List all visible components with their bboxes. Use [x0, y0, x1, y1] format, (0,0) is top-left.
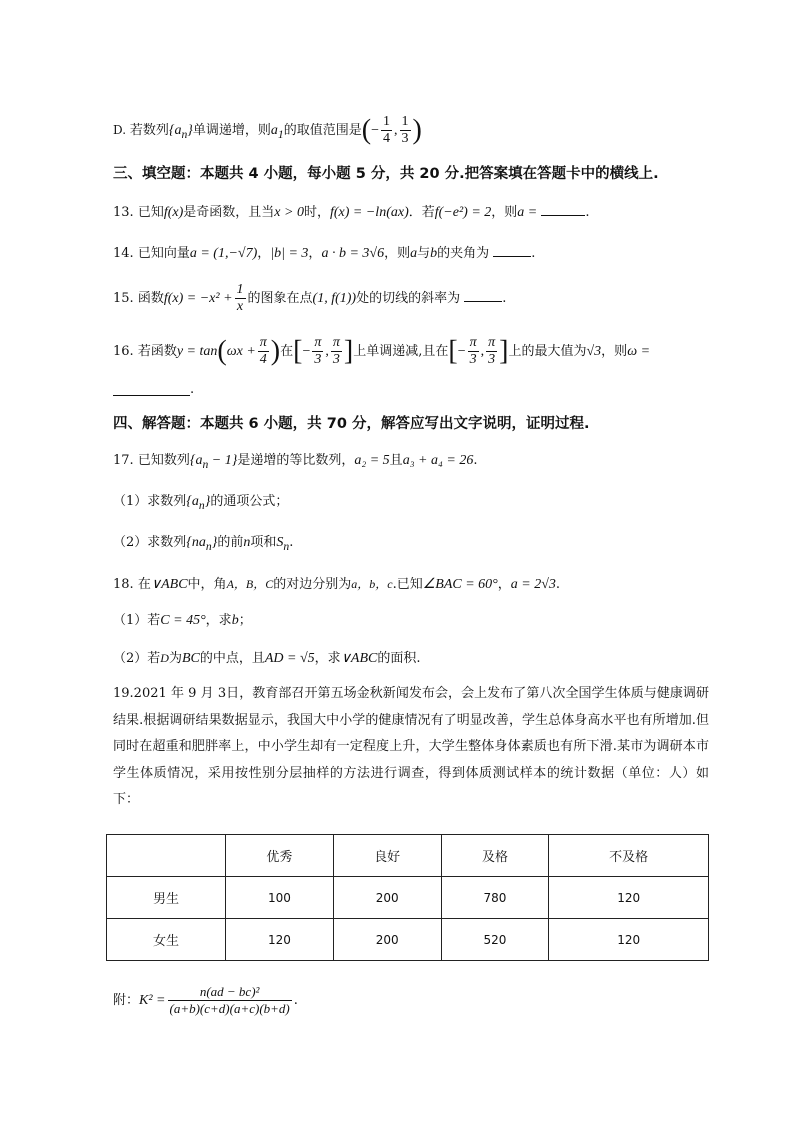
text: （2）求数列 [113, 535, 187, 550]
sequence [186, 494, 211, 512]
den: (a+b)(c+d)(a+c)(b+d) [169, 1001, 290, 1016]
math: f(−e²) = 2 [434, 205, 492, 220]
math: a [410, 246, 418, 261]
seq: {a [189, 453, 203, 468]
text: 若函数 [137, 344, 177, 359]
math: b [231, 613, 239, 628]
section-3-title: 三、填空题：本题共 4 小题，每小题 5 分，共 20 分.把答案填在答题卡中的横线上. [113, 166, 659, 182]
row-label: 女生 [107, 919, 226, 961]
row-label: 男生 [107, 877, 226, 919]
table-cell: 120 [549, 919, 709, 961]
math: AD = √5 [264, 651, 315, 666]
fraction [400, 114, 411, 147]
left-paren: ( [361, 114, 372, 146]
answer-blank[interactable] [113, 381, 190, 396]
den: x [236, 299, 244, 314]
option-d [113, 114, 422, 147]
fraction [331, 335, 342, 368]
minus: − [302, 344, 311, 359]
math: |b| = 3 [270, 246, 309, 261]
table-cell: 200 [333, 919, 441, 961]
question-18 [113, 574, 560, 595]
period: . [293, 993, 298, 1008]
text: 的中点，且 [199, 651, 265, 666]
text: ．若 [408, 205, 435, 220]
table-row [107, 877, 709, 919]
num: π [259, 335, 267, 350]
text: 在 [137, 577, 151, 592]
num: π [488, 335, 496, 350]
text: （1）若 [113, 613, 161, 628]
num: 1 [383, 114, 390, 129]
text: ， [497, 577, 511, 592]
sum [276, 535, 290, 553]
sequence [168, 123, 193, 141]
math: ωx + [226, 344, 256, 359]
period: . [473, 453, 478, 468]
num: n(ad − bc)² [168, 984, 292, 1001]
text: 的前 [217, 535, 244, 550]
math: x > 0 [274, 205, 304, 220]
math: ∨ABC [340, 651, 378, 666]
text: 是递增的等比数列， [237, 453, 355, 468]
minus: − [371, 123, 379, 138]
math: BC [181, 651, 200, 666]
right-paren: ) [270, 335, 281, 367]
sub: n [202, 457, 209, 471]
text: 上单调递减,且在 [353, 344, 449, 359]
math: f(x) [163, 205, 184, 220]
math: D [160, 651, 169, 665]
text: 项和 [250, 535, 277, 550]
num: 1 [236, 282, 244, 297]
text: ，求 [205, 613, 232, 628]
den: 3 [332, 352, 340, 367]
sub: n [205, 539, 212, 553]
answer-blank[interactable] [464, 287, 502, 302]
text: 若数列 [129, 123, 169, 138]
a1 [270, 123, 284, 141]
fraction [258, 335, 269, 368]
question-14 [113, 242, 535, 264]
text: ，则 [491, 205, 518, 220]
math: C = 45° [160, 613, 206, 628]
fraction [381, 114, 392, 147]
math: a₂ = 5 [354, 453, 390, 468]
text: 已知数列 [137, 453, 190, 468]
formula-note [113, 984, 298, 1017]
text: 的图象在点 [247, 291, 313, 306]
a: a [270, 123, 278, 138]
question-17-part-1 [113, 492, 288, 516]
data-table [106, 834, 709, 961]
question-15 [113, 282, 506, 315]
den: 3 [469, 352, 477, 367]
sub: n [283, 539, 290, 553]
sub: 1 [277, 127, 284, 141]
period: . [531, 246, 536, 261]
table-header-cell: 不及格 [549, 835, 709, 877]
note-label: 附： [113, 993, 140, 1008]
den: 3 [488, 352, 496, 367]
num: π [332, 335, 340, 350]
question-13 [113, 201, 590, 223]
left-bracket: [ [448, 335, 458, 367]
num: π [469, 335, 477, 350]
sub: n [198, 498, 205, 512]
period: . [502, 291, 507, 306]
question-number: 13. [113, 205, 134, 220]
fraction [486, 335, 497, 368]
math: a = 2√3 [510, 577, 556, 592]
text: 为 [168, 651, 182, 666]
right-paren: ) [412, 114, 422, 146]
period: . [289, 535, 294, 550]
text: 单调递增，则 [192, 123, 271, 138]
S: S [276, 535, 284, 550]
math: ∠BAC = 60° [422, 577, 498, 592]
math: A，B，C [226, 577, 274, 591]
table-row [107, 919, 709, 961]
text: 处的切线的斜率为 [356, 291, 461, 306]
text: 上的最大值为 [508, 344, 587, 359]
text: ， [257, 246, 271, 261]
seq-end: − 1} [208, 453, 238, 468]
text: .已知 [392, 577, 423, 592]
math: b [430, 246, 438, 261]
sub: n [181, 127, 188, 141]
question-number: 18. [113, 577, 134, 592]
seq: {a [168, 123, 182, 138]
option-label: D. [113, 123, 127, 137]
text: 的面积. [377, 651, 421, 666]
text: 已知 [137, 205, 164, 220]
text: ， [308, 246, 322, 261]
table-cell: 520 [441, 919, 549, 961]
num: π [314, 335, 322, 350]
seq-end: } [204, 494, 211, 509]
table-cell: 200 [333, 877, 441, 919]
table-header-row [107, 835, 709, 877]
den: 4 [383, 131, 390, 146]
math: n [243, 535, 251, 550]
text: 中，角 [187, 577, 227, 592]
text: 函数 [137, 291, 164, 306]
math: a · b = 3√6 [321, 246, 385, 261]
text: 且 [389, 453, 403, 468]
table-cell: 780 [441, 877, 549, 919]
text: ，则 [601, 344, 628, 359]
table-header-cell: 良好 [333, 835, 441, 877]
table-cell: 100 [226, 877, 334, 919]
question-19-text: 19.2021 年 9 月 3日，教育部召开第五场金秋新闻发布会，会上发布了第八次全国学生体质与健康调研结果.根据调研结果数据显示，我国大中小学的健康情况有了明显改善，学生总体身高水平也有所增加.但同时在超重和肥胖率上，中小学生却有一定程度上升，大学生整体身体素质也有所下滑.某市为调研本市学生体质情况，采用按性别分层抽样的方法进行调查，得到体质测试样本的统计数据（单位：人）如下： [113, 686, 709, 807]
table-header-cell: 及格 [441, 835, 549, 877]
fraction [312, 335, 323, 368]
table-cell: 120 [549, 877, 709, 919]
fraction [235, 282, 246, 315]
den: 3 [401, 131, 409, 146]
right-bracket: ] [343, 335, 354, 367]
seq-end: } [211, 535, 218, 550]
den: 3 [314, 352, 322, 367]
question-18-part-2 [113, 648, 421, 669]
fraction [468, 335, 479, 368]
text: 的通项公式； [210, 494, 289, 509]
left-paren: ( [217, 335, 227, 367]
question-18-part-1 [113, 611, 252, 631]
math: f(x) = −x² + [163, 291, 233, 306]
left-bracket: [ [293, 335, 303, 367]
sequence [186, 535, 218, 553]
question-16 [113, 335, 650, 368]
table-header-cell [107, 835, 226, 877]
math: (1, f(1)) [312, 291, 357, 306]
comma: , [480, 344, 485, 359]
math: f(x) = −ln(ax) [329, 205, 409, 220]
text: 的对边分别为 [273, 577, 352, 592]
comma: , [325, 344, 329, 359]
num: 1 [401, 114, 409, 129]
text: ； [238, 613, 252, 628]
answer-blank[interactable] [541, 201, 585, 216]
text: （2）若 [113, 651, 161, 666]
section-4-title: 四、解答题：本题共 6 小题，共 70 分，解答应写出文字说明，证明过程. [113, 416, 590, 432]
table-header-cell: 优秀 [226, 835, 334, 877]
question-number: 17. [113, 453, 134, 468]
question-number: 14. [113, 246, 134, 261]
seq: {a [186, 494, 199, 509]
math: ∨ABC [150, 577, 188, 592]
math: √3 [586, 344, 602, 359]
minus: − [457, 344, 466, 359]
math: K² = [139, 993, 166, 1008]
period: . [555, 577, 561, 592]
seq: {na [186, 535, 206, 550]
question-17 [113, 451, 477, 475]
answer-blank[interactable] [493, 242, 531, 257]
math: ω = [627, 344, 651, 359]
math: a = [517, 205, 538, 220]
text: ，求 [314, 651, 341, 666]
sequence [189, 453, 238, 471]
text: （1）求数列 [113, 494, 187, 509]
text: 在 [280, 344, 294, 359]
question-number: 15. [113, 291, 134, 306]
period: . [585, 205, 590, 220]
text: ，则 [384, 246, 411, 261]
text: 是奇函数，且当 [183, 205, 275, 220]
text: 已知向量 [137, 246, 190, 261]
text: 的取值范围是 [283, 123, 362, 138]
math: a₃ + a₄ = 26 [402, 453, 474, 468]
fraction [168, 984, 292, 1017]
seq-end: } [187, 123, 193, 138]
math: a，b，c [351, 577, 393, 591]
text: 的夹角为 [437, 246, 490, 261]
period: . [190, 382, 195, 397]
question-17-part-2 [113, 533, 293, 557]
den: 4 [259, 352, 267, 367]
text: 与 [417, 246, 431, 261]
math: y = tan [176, 344, 218, 359]
comma: , [394, 123, 398, 138]
question-number: 16. [113, 344, 134, 359]
math: a = (1,−√7) [189, 246, 258, 261]
table-cell: 120 [226, 919, 334, 961]
text: 时， [303, 205, 330, 220]
right-bracket: ] [499, 335, 509, 367]
